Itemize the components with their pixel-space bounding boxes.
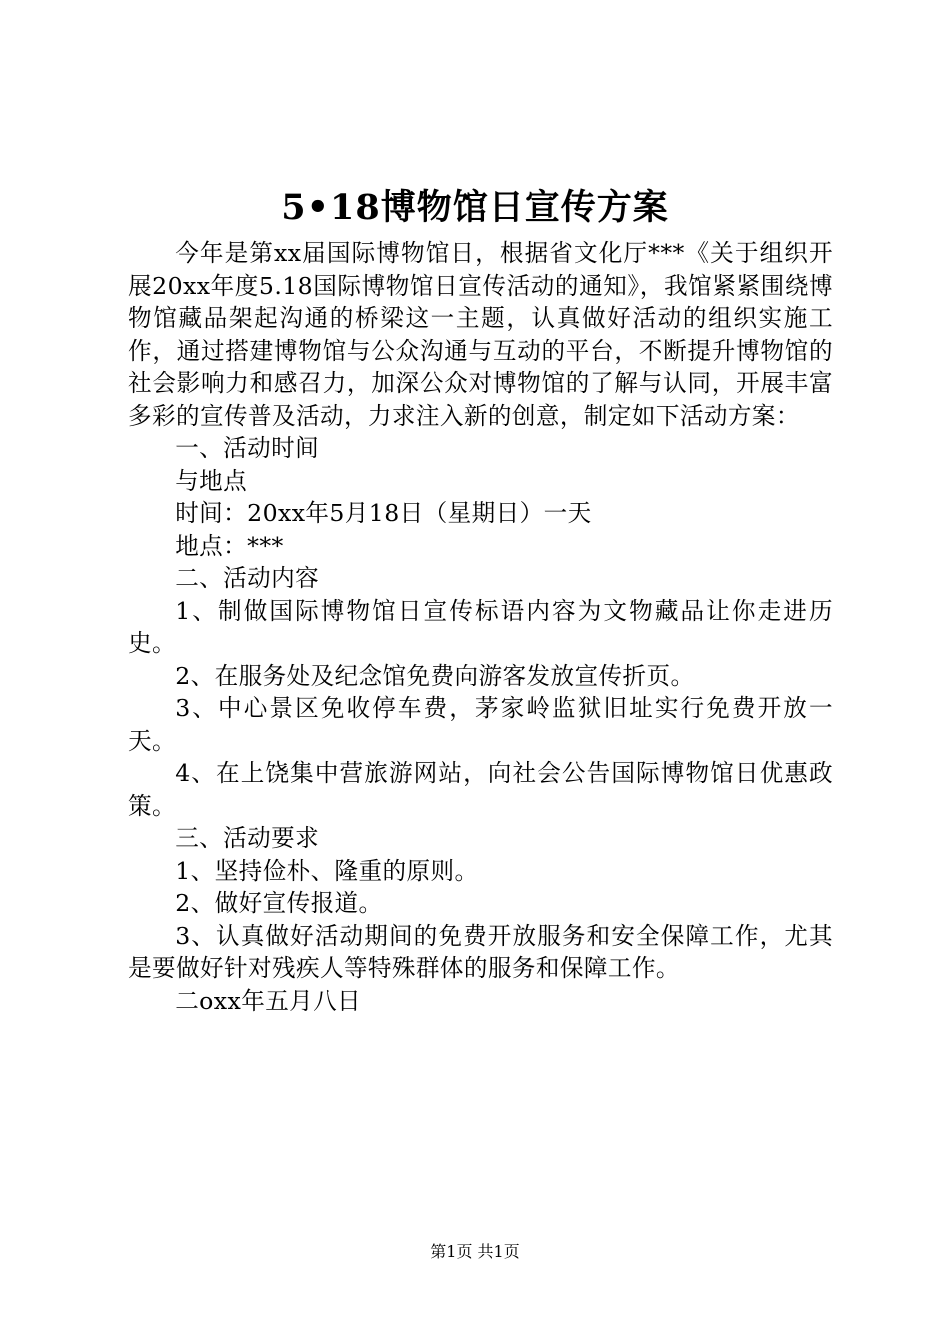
section-heading-place: 与地点 — [175, 466, 248, 495]
place-line: 地点：*** — [175, 531, 284, 560]
content-item-4: 4、在上饶集中营旅游网站，向社会公告国际博物馆日优惠政策。 — [128, 759, 833, 820]
section-heading-time: 一、活动时间 — [175, 434, 320, 462]
section-heading-requirements: 三、活动要求 — [175, 824, 320, 852]
requirement-item-2: 2、做好宣传报道。 — [175, 889, 383, 917]
document-title: 5•18博物馆日宣传方案 — [281, 187, 669, 228]
document-date: 二oxx年五月八日 — [175, 986, 362, 1015]
content-item-1: 1、制做国际博物馆日宣传标语内容为文物藏品让你走进历史。 — [128, 596, 833, 657]
page-footer: 第1页 共1页 — [430, 1242, 520, 1261]
time-line: 时间：20xx年5月18日（星期日）一天 — [175, 499, 592, 527]
content-item-2: 2、在服务处及纪念馆免费向游客发放宣传折页。 — [175, 661, 695, 690]
requirement-item-3: 3、认真做好活动期间的免费开放服务和安全保障工作，尤其是要做好针对残疾人等特殊群体的服务和保障工作。 — [128, 921, 833, 982]
document-body — [128, 237, 833, 1017]
intro-paragraph: 今年是第xx届国际博物馆日，根据省文化厅***《关于组织开展20xx年度5.18国际博物馆日宣传活动的通知》，我馆紧紧围绕博物馆藏品架起沟通的桥梁这一主题，认真做好活动的组织实施工作，通过搭建博物馆与公众沟通与互动的平台，不断提升博物馆的社会影响力和感召力，加深公众对博物馆的了解与认同，开展丰富多彩的宣传普及活动，力求注入新的创意，制定如下活动方案： — [128, 239, 833, 430]
requirement-item-1: 1、坚持俭朴、隆重的原则。 — [175, 856, 479, 885]
section-heading-content: 二、活动内容 — [175, 564, 320, 592]
content-item-3: 3、中心景区免收停车费，茅家岭监狱旧址实行免费开放一天。 — [128, 694, 833, 755]
